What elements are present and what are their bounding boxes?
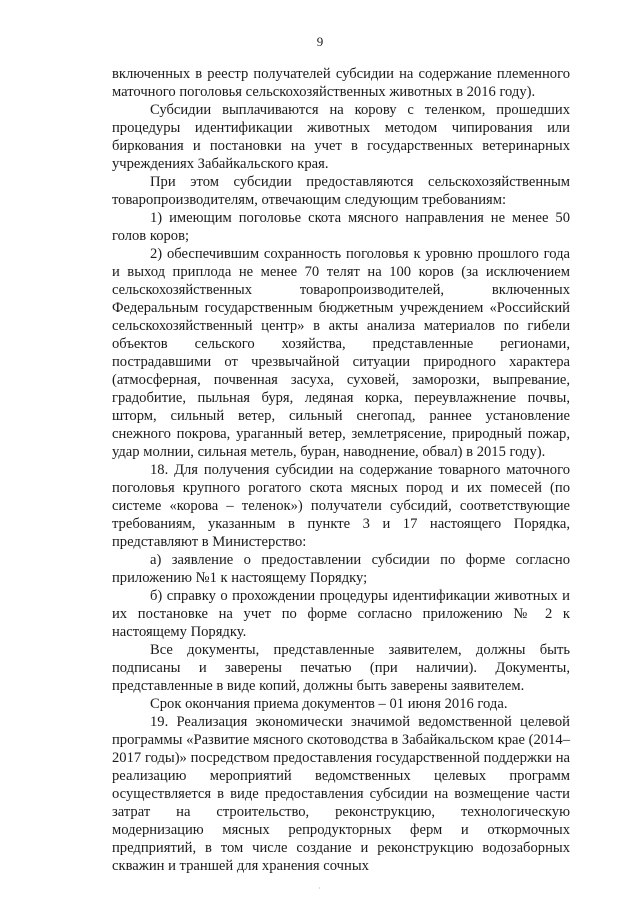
- paragraph-continuation: включенных в реестр получателей субсидии на содержание племенного маточного поголовья сельскохозяйственных животных в 2016 году).: [112, 66, 570, 100]
- document-body: [112, 65, 570, 875]
- paragraph-subsidy-payment: Субсидии выплачиваются на корову с теленком, прошедших процедуры идентификации животных методом чипирования или биркования и постановки на учет в государственных ветеринарных учреждениях Забайкальского края.: [112, 102, 570, 172]
- paragraph-item-a: а) заявление о предоставлении субсидии по форме согласно приложению №1 к настоящему Порядку;: [112, 552, 570, 586]
- footer-mark: ·: [318, 884, 321, 893]
- paragraph-section-18: 18. Для получения субсидии на содержание товарного маточного поголовья крупного рогатого скота мясных пород и их помесей (по системе «корова – теленок») получатели субсидий, соответствующие требованиям, указанным в пункте 3 и 17 настоящего Порядка, представляют в Министерство:: [112, 462, 570, 550]
- page-number: 9: [316, 34, 324, 49]
- paragraph-deadline: Срок окончания приема документов – 01 июня 2016 года.: [150, 696, 508, 712]
- paragraph-requirement-1: 1) имеющим поголовье скота мясного направления не менее 50 голов коров;: [112, 210, 570, 244]
- paragraph-documents-signed: Все документы, представленные заявителем, должны быть подписаны и заверены печатью (при наличии). Документы, представленные в виде копий, должны быть заверены заявителем.: [112, 642, 570, 694]
- paragraph-section-19: 19. Реализация экономически значимой ведомственной целевой программы «Развитие мясного скотоводства в Забайкальском крае (2014–2017 годы)» посредством предоставления государственной поддержки на реализацию мероприятий ведомственных целевых программ осуществляется в виде предоставления субсидии на возмещение части затрат на строительство, реконструкцию, технологическую модернизацию мясных репродукторных ферм и откормочных предприятий, в том числе создание и реконструкцию водозаборных скважин и траншей для хранения сочных: [112, 714, 570, 874]
- paragraph-requirements-intro: При этом субсидии предоставляются сельскохозяйственным товаропроизводителям, отвечающим следующим требованиям:: [112, 174, 570, 208]
- paragraph-requirement-2: 2) обеспечившим сохранность поголовья к уровню прошлого года и выход приплода не менее 70 телят на 100 коров (за исключением сельскохозяйственных товаропроизводителей, включенных Федеральным государственным бюджетным учреждением «Российский сельскохозяйственный центр» в акты анализа материалов по гибели объектов сельского хозяйства, представленные регионами, пострадавшими от чрезвычайной ситуации природного характера (атмосферная, почвенная засуха, суховей, заморозки, выпревание, градобитие, пыльная буря, ледяная корка, переувлажнение почвы, шторм, сильный ветер, сильный снегопад, раннее установление снежного покрова, ураганный ветер, землетрясение, природный пожар, удар молнии, сильная метель, буран, наводнение, обвал) в 2015 году).: [112, 246, 570, 460]
- paragraph-item-b: б) справку о прохождении процедуры идентификации животных и их постановке на учет по форме согласно приложению № 2 к настоящему Порядку.: [112, 588, 570, 640]
